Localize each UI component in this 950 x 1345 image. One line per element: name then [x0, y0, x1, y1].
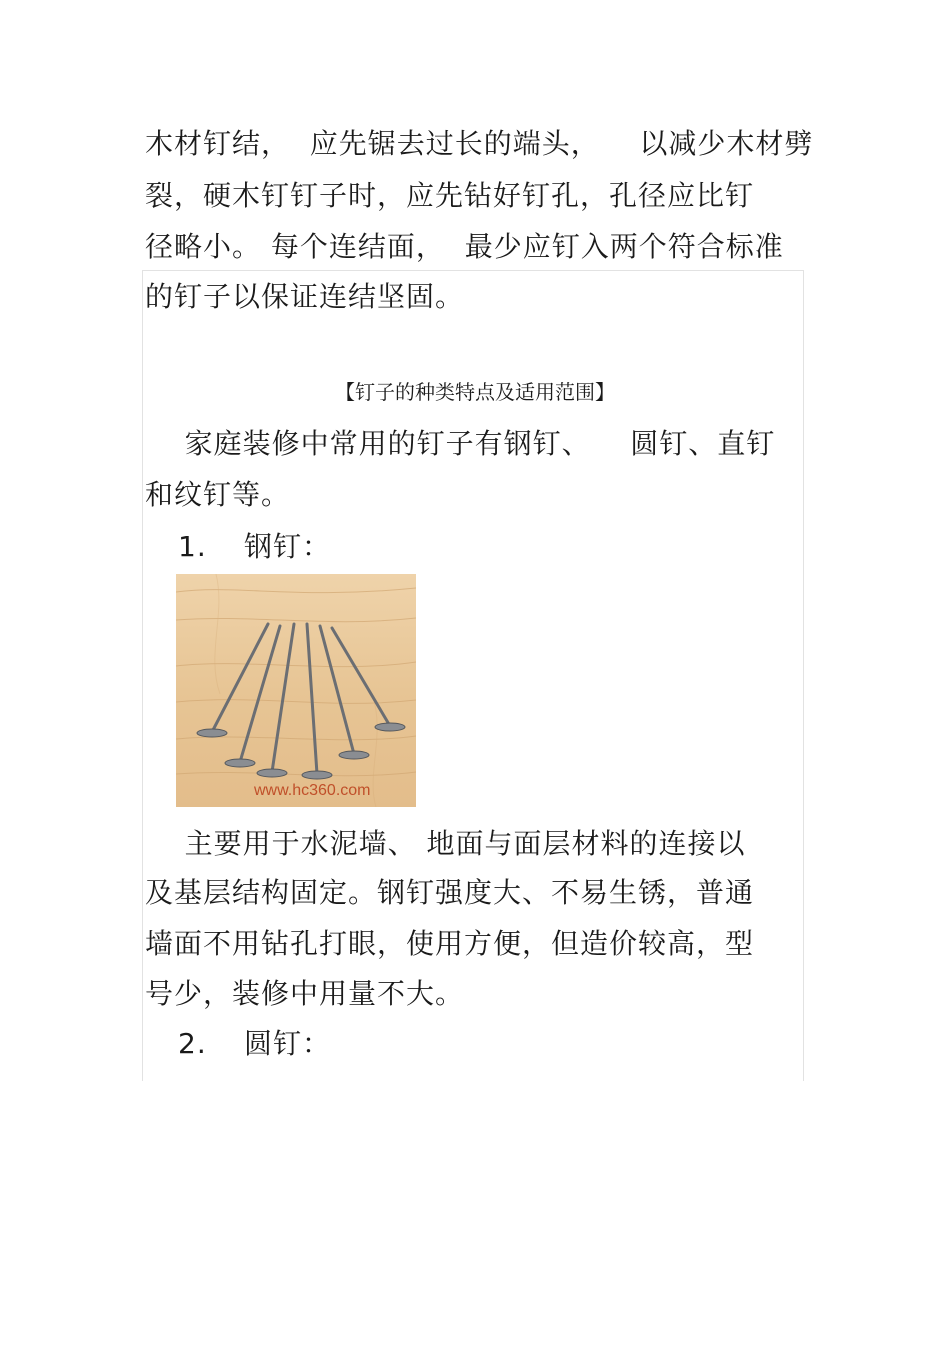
- item-1-title: 钢钉：: [244, 530, 332, 563]
- intro-line-4: 的钉子以保证连结坚固。: [145, 280, 465, 313]
- item-1-number: 1.: [178, 530, 207, 563]
- steel-line-4: 号少，装修中用量不大。: [145, 977, 465, 1010]
- section-heading: 【钉子的种类特点及适用范围】: [335, 380, 615, 404]
- steel-line-1: 主要用于水泥墙、 地面与面层材料的连接以: [145, 827, 746, 860]
- steel-nails-photo: [176, 574, 416, 807]
- types-line-1: 家庭装修中常用的钉子有钢钉、 圆钉、直钉: [145, 427, 776, 460]
- item-2-title: 圆钉：: [244, 1027, 332, 1060]
- steel-line-3: 墙面不用钻孔打眼，使用方便，但造价较高，型: [145, 927, 755, 960]
- photo-watermark: www.hc360.com: [254, 782, 371, 799]
- intro-line-1: 木材钉结， 应先锯去过长的端头， 以减少木材劈: [145, 127, 814, 160]
- intro-line-3: 径略小。 每个连结面， 最少应钉入两个符合标准: [145, 230, 784, 263]
- types-line-2: 和纹钉等。: [145, 478, 291, 511]
- intro-line-2: 裂，硬木钉钉子时，应先钻好钉孔，孔径应比钉: [145, 179, 755, 212]
- steel-line-2: 及基层结构固定。钢钉强度大、不易生锈，普通: [145, 876, 755, 909]
- item-2-number: 2.: [178, 1027, 207, 1060]
